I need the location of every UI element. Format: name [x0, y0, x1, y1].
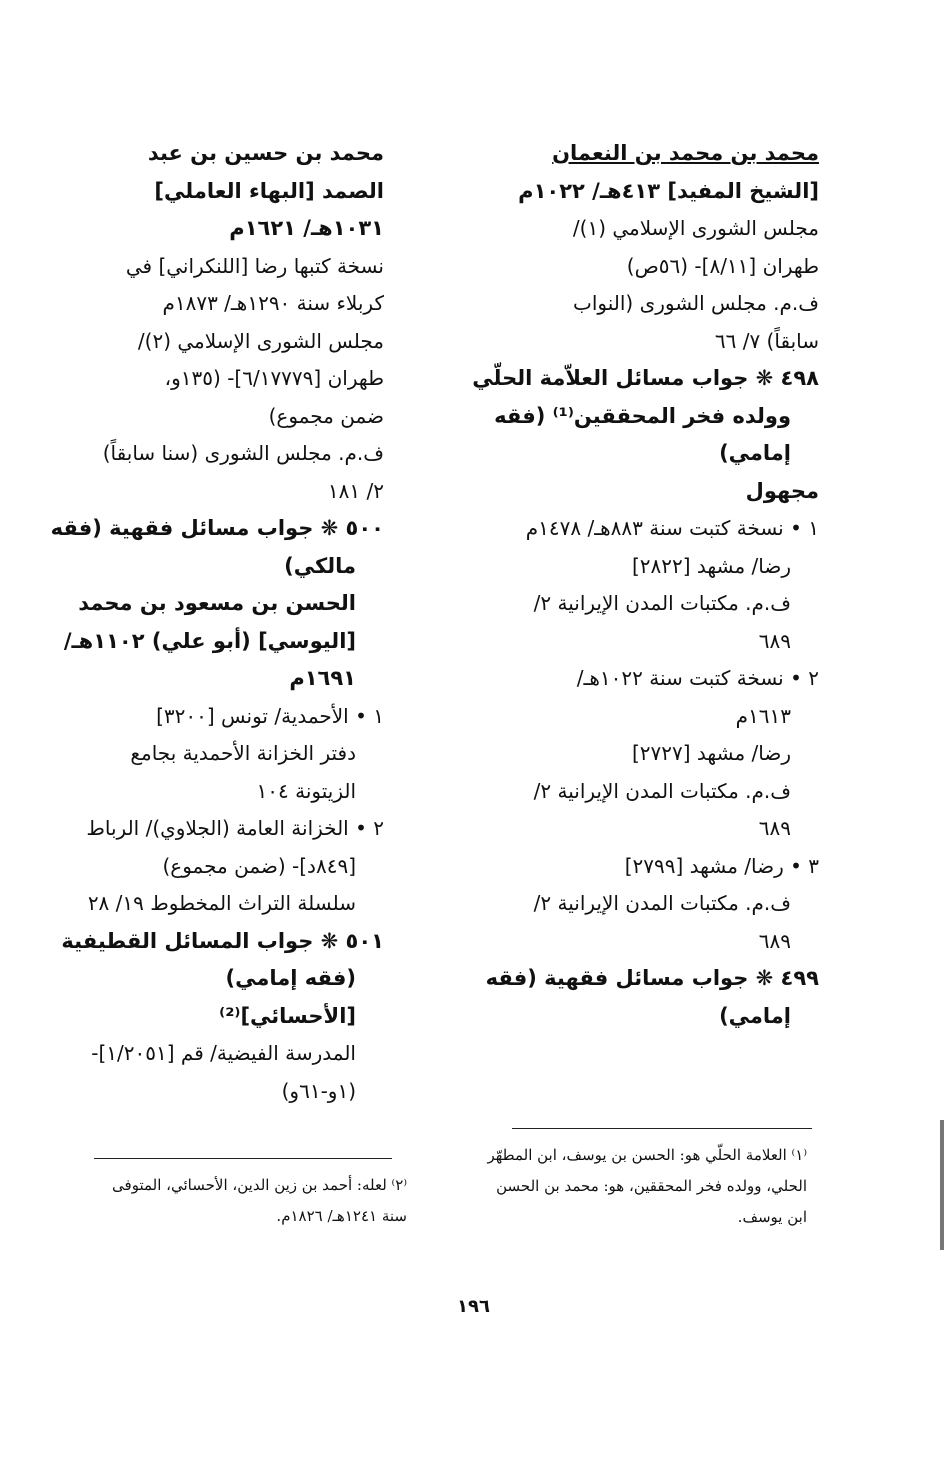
right-column-line: ١ • نسخة كتبت سنة ٨٨٣هـ/ ١٤٧٨م	[525, 516, 819, 540]
left-column-line: ٥٠٠ ❋ جواب مسائل فقهية (فقه	[50, 516, 384, 540]
left-column-line: ٢/ ١٨١	[327, 478, 384, 503]
right-column-line: ٤٩٩ ❋ جواب مسائل فقهية (فقه	[485, 966, 819, 990]
left-column-line: (فقه إمامي)	[225, 966, 356, 990]
footnote-line: ⁽٢⁾ لعله: أحمد بن زين الدين، الأحسائي، المتوفى	[112, 1176, 407, 1194]
footnote-line: سنة ١٢٤١هـ/ ١٨٢٦م.	[276, 1207, 407, 1225]
right-column-line: مجهول	[745, 478, 819, 503]
left-column-line: (١و-٦١و)	[281, 1078, 356, 1103]
right-column-line: رضا/ مشهد [٢٨٢٢]	[631, 553, 791, 578]
left-column-line: الزيتونة ١٠٤	[256, 778, 356, 803]
right-column-line: ٦٨٩	[758, 928, 791, 953]
footnote-line: ابن يوسف.	[737, 1208, 807, 1226]
left-column-line: الحسن بن مسعود بن محمد	[78, 591, 356, 615]
page-edge-mark	[940, 1120, 944, 1250]
right-column-line: رضا/ مشهد [٢٧٢٧]	[631, 741, 791, 765]
left-column-line: نسخة كتبها رضا [اللنكراني] في	[125, 253, 384, 278]
footnote-divider-left	[94, 1158, 392, 1159]
left-column-line: المدرسة الفيضية/ قم [١/٢٠٥١]-	[91, 1041, 356, 1065]
left-column-line: محمد بن حسين بن عبد	[147, 141, 384, 165]
footnote-right	[462, 1140, 807, 1233]
right-column-line: ٢ • نسخة كتبت سنة ١٠٢٢هـ/	[576, 666, 819, 690]
right-column-line: ١٦١٣م	[735, 703, 791, 728]
right-column-line: ف.م. مكتبات المدن الإيرانية ٢/	[533, 891, 791, 915]
right-column-line: محمد بن محمد بن النعمان	[552, 141, 819, 165]
left-column-line: الصمد [البهاء العاملي]	[154, 178, 384, 203]
right-column-line: ٣ • رضا/ مشهد [٢٧٩٩]	[624, 853, 819, 878]
right-column-line: وولده فخر المحققين⁽¹⁾ (فقه	[494, 403, 791, 428]
left-column-line: ضمن مجموع)	[268, 403, 384, 428]
left-column-line: مجلس الشورى الإسلامي (٢)/	[137, 328, 384, 353]
left-column-line: [الأحسائي]⁽²⁾	[219, 1003, 356, 1028]
right-column-line: ٦٨٩	[758, 816, 791, 840]
footnote-line: الحلي، وولده فخر المحققين، هو: محمد بن الحسن	[496, 1177, 807, 1195]
right-column-line: ف.م. مجلس الشورى (النواب	[573, 291, 819, 315]
right-column-line: مجلس الشورى الإسلامي (١)/	[572, 216, 819, 240]
footnote-line: ⁽١⁾ العلامة الحلّي هو: الحسن بن يوسف، ابن المطهّر	[487, 1146, 807, 1164]
right-column	[472, 135, 819, 1035]
right-column-line: إمامي)	[719, 1003, 791, 1028]
left-column-line: ٥٠١ ❋ جواب المسائل القطيفية	[61, 928, 384, 953]
left-column-line: ١٦٩١م	[289, 666, 356, 690]
left-column-line: [٨٤٩د]- (ضمن مجموع)	[162, 853, 356, 878]
right-column-line: ف.م. مكتبات المدن الإيرانية ٢/	[533, 778, 791, 803]
left-column-line: طهران [٦/١٧٧٧٩]- (١٣٥و،	[164, 366, 384, 390]
left-column-line: ٢ • الخزانة العامة (الجلاوي)/ الرباط	[86, 816, 384, 840]
right-column-line: ٦٨٩	[758, 628, 791, 653]
right-column-line: ف.م. مكتبات المدن الإيرانية ٢/	[533, 591, 791, 615]
left-column-line: دفتر الخزانة الأحمدية بجامع	[130, 741, 356, 765]
left-column-line: سلسلة التراث المخطوط ١٩/ ٢٨	[87, 891, 356, 915]
left-column-line: ف.م. مجلس الشورى (سنا سابقاً)	[102, 441, 384, 465]
left-column-line: [اليوسي] (أبو علي) ١١٠٢هـ/	[63, 628, 356, 653]
right-column-line: ٤٩٨ ❋ جواب مسائل العلاّمة الحلّي	[472, 366, 819, 390]
left-column-line: كربلاء سنة ١٢٩٠هـ/ ١٨٧٣م	[162, 291, 384, 315]
right-column-line: سابقاً) ٧/ ٦٦	[714, 328, 819, 353]
footnote-divider-right	[512, 1128, 812, 1129]
right-column-line: إمامي)	[719, 441, 791, 465]
page-number: ١٩٦	[457, 1296, 490, 1317]
footnote-left	[82, 1170, 407, 1232]
left-column-line: ١٠٣١هـ/ ١٦٢١م	[229, 216, 384, 240]
left-column-line: ١ • الأحمدية/ تونس [٣٢٠٠]	[156, 703, 384, 728]
right-column-line: طهران [٨/١١]- (٥٦ص)	[626, 253, 819, 278]
left-column-line: مالكي)	[284, 553, 356, 578]
left-column	[50, 135, 384, 1110]
right-column-line: [الشيخ المفيد] ٤١٣هـ/ ١٠٢٢م	[518, 178, 819, 203]
